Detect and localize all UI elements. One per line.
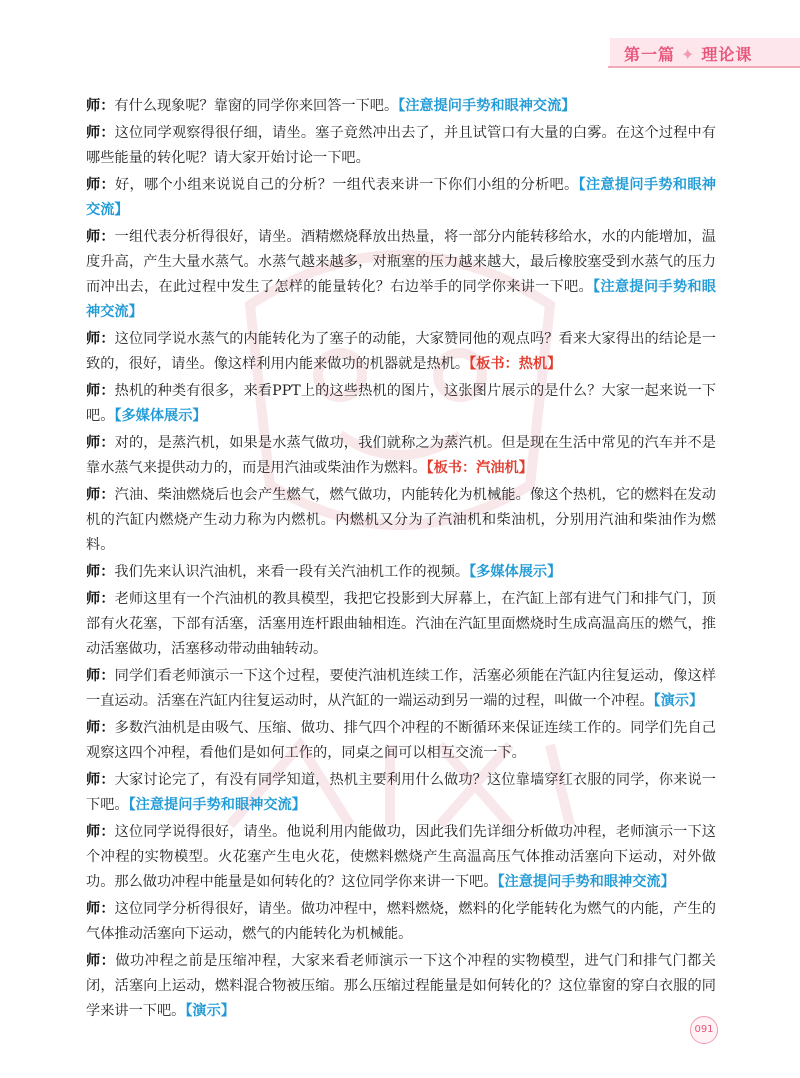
dialogue-text: 大家讨论完了，有没有同学知道，热机主要利用什么做功？这位靠墙穿红衣服的同学，你来说一下吧。: [86, 772, 716, 813]
dialogue-text: 这位同学说水蒸气的内能转化为了塞子的动能，大家赞同他的观点吗？看来大家得出的结论是一致的，很好，请坐。像这样利用内能来做功的机器就是热机。: [86, 331, 716, 372]
chapter-heading: [624, 42, 752, 65]
dialogue-paragraph: [86, 716, 716, 766]
dialogue-paragraph: [86, 768, 716, 818]
dialogue-text: 同学们看老师演示一下这个过程，要使汽油机连续工作，活塞必须能在汽缸内往复运动，像这样一直运动。活塞在汽缸内往复运动时，从汽缸的一端运动到另一端的过程，叫做一个冲程。: [86, 668, 716, 709]
header-rule: [608, 66, 800, 68]
speaker-label: 师：: [86, 772, 115, 788]
dialogue-paragraph: [86, 121, 716, 171]
dialogue-paragraph: [86, 949, 716, 1024]
dialogue-text: 有什么现象呢？靠窗的同学你来回答一下吧。: [114, 98, 399, 114]
dialogue-text: 做功冲程之前是压缩冲程，大家来看老师演示一下这个冲程的实物模型，进气门和排气门都关闭，活塞向上运动，燃料混合物被压缩。那么压缩过程能量是如何转化的？这位靠窗的穿白衣服的同学来讲一下吧。: [86, 953, 716, 1019]
dialogue-text: 这位同学说得很好，请坐。他说利用内能做功，因此我们先详细分析做功冲程，老师演示一下这个冲程的实物模型。火花塞产生电火花，使燃料燃烧产生高温高压气体推动活塞向下运动，对外做功。那么做功冲程中能量是如何转化的？这位同学你来讲一下吧。: [86, 824, 716, 890]
speaker-label: 师：: [86, 331, 115, 347]
speaker-label: 师：: [86, 564, 115, 580]
dialogue-text: 汽油、柴油燃烧后也会产生燃气，燃气做功，内能转化为机械能。像这个热机，它的燃料在发动机的汽缸内燃烧产生动力称为内燃机。内燃机又分为了汽油机和柴油机，分别用汽油和柴油作为燃料。: [86, 487, 716, 553]
dialogue-paragraph: [86, 820, 716, 895]
separator-icon: ✦: [681, 45, 696, 64]
dialogue-text: 这位同学分析得很好，请坐。做功冲程中，燃料燃烧，燃料的化学能转化为燃气的内能，产生的气体推动活塞向下运动，燃气的内能转化为机械能。: [86, 901, 716, 942]
teaching-note: 【注意提问手势和眼神交流】: [497, 874, 675, 890]
dialogue-text: 多数汽油机是由吸气、压缩、做功、排气四个冲程的不断循环来保证连续工作的。同学们先自己观察这四个冲程，看他们是如何工作的，同桌之间可以相互交流一下。: [86, 720, 716, 761]
dialogue-paragraph: [86, 483, 716, 558]
dialogue-text: 好，哪个小组来说说自己的分析？一组代表来讲一下你们小组的分析吧。: [114, 177, 579, 193]
speaker-label: 师：: [86, 953, 116, 969]
dialogue-paragraph: [86, 431, 716, 481]
speaker-label: 师：: [86, 901, 115, 917]
speaker-label: 师：: [86, 668, 115, 684]
teaching-note: 【多媒体展示】: [114, 408, 207, 424]
dialogue-text: 我们先来认识汽油机，来看一段有关汽油机工作的视频。: [114, 564, 470, 580]
dialogue-paragraph: [86, 327, 716, 377]
dialogue-paragraph: [86, 560, 716, 585]
speaker-label: 师：: [86, 383, 115, 399]
dialogue-paragraph: [86, 173, 716, 223]
teaching-note: 【演示】: [653, 693, 704, 709]
dialogue-paragraph: [86, 94, 716, 119]
dialogue-text: 一组代表分析得很好，请坐。酒精燃烧释放出热量，将一部分内能转移给水，水的内能增加，温度升高，产生大量水蒸气。水蒸气越来越多，对瓶塞的压力越来越大，最后橡胶塞受到水蒸气的压力而冲出去，在此过程中发生了怎样的能量转化？右边举手的同学你来讲一下吧。: [86, 229, 716, 295]
page-number: 091: [690, 1016, 718, 1044]
dialogue-paragraph: [86, 587, 716, 662]
dialogue-text: 这位同学观察得很仔细，请坐。塞子竟然冲出去了，并且试管口有大量的白雾。在这个过程中有哪些能量的转化呢？请大家开始讨论一下吧。: [86, 125, 716, 166]
part-label: 第一篇: [624, 45, 676, 64]
teaching-note: 【注意提问手势和眼神交流】: [398, 98, 576, 114]
speaker-label: 师：: [86, 487, 115, 503]
dialogue-text: 对的，是蒸汽机，如果是水蒸气做功，我们就称之为蒸汽机。但是现在生活中常见的汽车并不是靠水蒸气来提供动力的，而是用汽油或柴油作为燃料。: [86, 435, 716, 476]
dialogue-paragraph: [86, 379, 716, 429]
blackboard-note: 【板书：汽油机】: [426, 460, 533, 476]
dialogue-text: 老师这里有一个汽油机的教具模型，我把它投影到大屏幕上，在汽缸上部有进气门和排气门，顶部有火花塞，下部有活塞，活塞用连杆跟曲轴相连。汽油在汽缸里面燃烧时生成高温高压的燃气，推动活塞做功，活塞移动带动曲轴转动。: [86, 591, 716, 657]
teaching-note: 【注意提问手势和眼神交流】: [86, 177, 716, 218]
blackboard-note: 【板书：热机】: [469, 356, 562, 372]
speaker-label: 师：: [86, 824, 115, 840]
speaker-label: 师：: [86, 720, 115, 736]
teaching-note: 【注意提问手势和眼神交流】: [128, 797, 306, 813]
teaching-note: 【注意提问手势和眼神交流】: [86, 279, 716, 320]
lesson-transcript: [86, 94, 716, 1026]
speaker-label: 师：: [86, 177, 115, 193]
speaker-label: 师：: [86, 125, 115, 141]
teaching-note: 【多媒体展示】: [469, 564, 562, 580]
speaker-label: 师：: [86, 98, 115, 114]
dialogue-paragraph: [86, 897, 716, 947]
speaker-label: 师：: [86, 229, 115, 245]
section-label: 理论课: [701, 45, 753, 64]
dialogue-text: 热机的种类有很多，来看PPT上的这些热机的图片，这张图片展示的是什么？大家一起来说一下吧。: [86, 383, 716, 424]
speaker-label: 师：: [86, 435, 115, 451]
speaker-label: 师：: [86, 591, 115, 607]
dialogue-paragraph: [86, 664, 716, 714]
page-header: [0, 0, 800, 66]
teaching-note: 【演示】: [185, 1003, 235, 1019]
dialogue-paragraph: [86, 225, 716, 325]
